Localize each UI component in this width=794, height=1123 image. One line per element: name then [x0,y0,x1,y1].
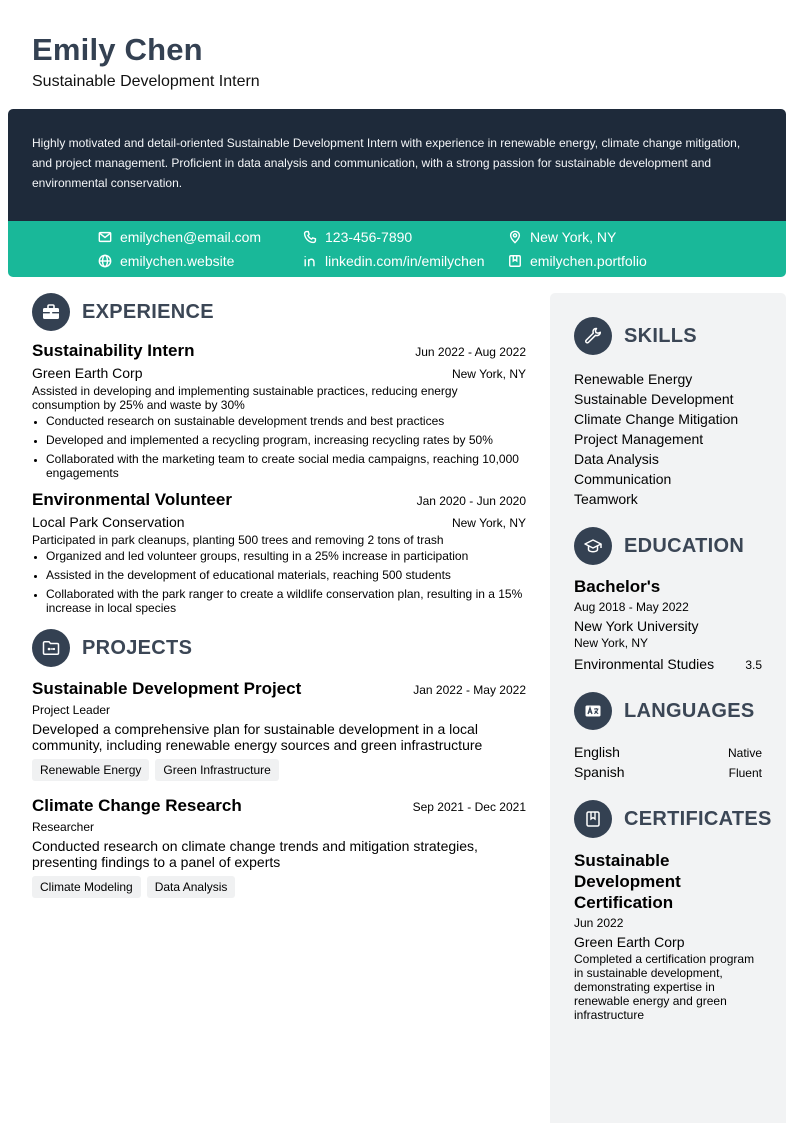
project-dates: Sep 2021 - Dec 2021 [412,800,526,814]
skill-item: Communication [574,471,672,487]
entry-location: New York, NY [451,516,526,530]
languages-heading [574,692,762,730]
contact-website[interactable] [98,251,234,271]
languages-list [574,742,762,782]
certificates-heading [574,800,772,838]
mail-icon [98,230,112,244]
experience-entry [32,490,526,615]
projects-title: PROJECTS [82,636,193,659]
resume-header [32,30,260,91]
project-role: Project Leader [32,703,111,717]
portfolio-text: emilychen.portfolio [530,253,647,269]
entry-title: Environmental Volunteer [32,490,232,509]
project-entry [32,796,526,898]
project-description: Conducted research on climate change trends and mitigation strategies, presenting findings to a panel of experts [32,838,478,870]
folder-icon [32,629,70,667]
bullet-item: • Collaborated with the marketing team to create social media campaigns, reaching 10,000 engagements [46,452,526,480]
skill-item: Sustainable Development [574,391,734,407]
location-pin-icon [508,230,522,244]
linkedin-text: linkedin.com/in/emilychen [325,253,485,269]
entry-title: Sustainability Intern [32,341,195,360]
tag: Climate Modeling [32,876,141,898]
projects-heading [32,629,526,667]
certificates-title: CERTIFICATES [624,807,772,830]
experience-title: EXPERIENCE [82,300,214,323]
entry-summary: Participated in park cleanups, planting 500 trees and removing 2 tons of trash [32,533,444,547]
phone-text: 123-456-7890 [325,229,413,245]
bullet-item: • Conducted research on sustainable development trends and best practices [46,414,526,428]
language-name: English [574,744,620,760]
entry-dates: Jun 2022 - Aug 2022 [415,345,526,359]
briefcase-icon [32,293,70,331]
skills-list [574,369,762,509]
bullet-item: • Organized and led volunteer groups, resulting in a 25% increase in participation [46,549,526,563]
graduation-cap-icon [574,527,612,565]
contact-portfolio[interactable] [508,251,647,271]
certificate-description: Completed a certification program in sustainable development, demonstrating expertise in renewable energy and green infrastructure [574,952,755,1022]
main-column [32,293,526,898]
skills-heading [574,317,762,355]
skills-title: SKILLS [624,324,697,347]
entry-dates: Jan 2020 - Jun 2020 [416,494,526,508]
entry-company: Local Park Conservation [32,514,185,530]
contact-phone[interactable] [303,227,412,247]
education-title: EDUCATION [624,534,745,557]
skill-item: Teamwork [574,491,638,507]
education-heading [574,527,762,565]
experience-heading [32,293,526,331]
entry-bullets [32,549,526,615]
certificate-entry [574,850,762,1022]
portfolio-icon [508,254,522,268]
project-title: Sustainable Development Project [32,679,302,698]
summary-section [8,109,786,221]
summary-text: Highly motivated and detail-oriented Sustainable Development Intern with experience in renewable energy, climate change mitigation, and project management. Proficient in data analysis and communication, with a strong passion for sustainable development and environmental conservation. [32,136,741,190]
project-role: Researcher [32,820,95,834]
email-text: emilychen@email.com [120,229,262,245]
school-location: New York, NY [574,636,649,650]
certificate-date: Jun 2022 [574,916,624,930]
entry-bullets [32,414,526,480]
website-text: emilychen.website [120,253,235,269]
language-name: Spanish [574,764,625,780]
education-entry [574,577,762,674]
school: New York University [574,618,699,634]
degree: Bachelor's [574,577,661,596]
entry-location: New York, NY [451,367,526,381]
location-text: New York, NY [530,229,617,245]
skill-item: Data Analysis [574,451,659,467]
certificate-title: Sustainable Development Certification [574,851,681,912]
gpa: 3.5 [745,658,762,672]
skill-item: Renewable Energy [574,371,693,387]
experience-entry [32,341,526,480]
education-dates: Aug 2018 - May 2022 [574,600,689,614]
project-title: Climate Change Research [32,796,242,815]
job-title: Sustainable Development Intern [32,73,260,90]
field-of-study: Environmental Studies [574,656,715,672]
contact-location [508,227,616,247]
linkedin-icon [303,254,317,268]
tag: Green Infrastructure [155,759,278,781]
contact-email[interactable] [98,227,261,247]
skill-item: Climate Change Mitigation [574,411,739,427]
bookmark-book-icon [574,800,612,838]
language-row [574,742,762,762]
translate-icon [574,692,612,730]
entry-company: Green Earth Corp [32,365,143,381]
full-name: Emily Chen [32,32,203,67]
phone-icon [303,230,317,244]
project-tags [32,876,526,898]
project-dates: Jan 2022 - May 2022 [413,683,526,697]
sidebar-panel [550,293,786,1123]
wrench-icon [574,317,612,355]
certificate-issuer: Green Earth Corp [574,934,685,950]
language-row [574,762,762,782]
language-level: Native [727,746,762,760]
project-tags [32,759,526,781]
bullet-item: • Developed and implemented a recycling program, increasing recycling rates by 50% [46,433,526,447]
project-description: Developed a comprehensive plan for sustainable development in a local community, including renewable energy sources and green infrastructure [32,721,483,753]
bullet-item: • Collaborated with the park ranger to create a wildlife conservation plan, resulting in a 15% increase in local species [46,587,526,615]
project-entry [32,679,526,781]
contact-linkedin[interactable] [303,251,485,271]
languages-title: LANGUAGES [624,699,755,722]
tag: Renewable Energy [32,759,149,781]
globe-icon [98,254,112,268]
tag: Data Analysis [147,876,236,898]
language-level: Fluent [728,766,762,780]
entry-summary: Assisted in developing and implementing sustainable practices, reducing energy consumption by 25% and waste by 30% [32,384,458,412]
contact-bar [8,221,786,277]
skill-item: Project Management [574,431,704,447]
bullet-item: • Assisted in the development of educational materials, reaching 500 students [46,568,526,582]
